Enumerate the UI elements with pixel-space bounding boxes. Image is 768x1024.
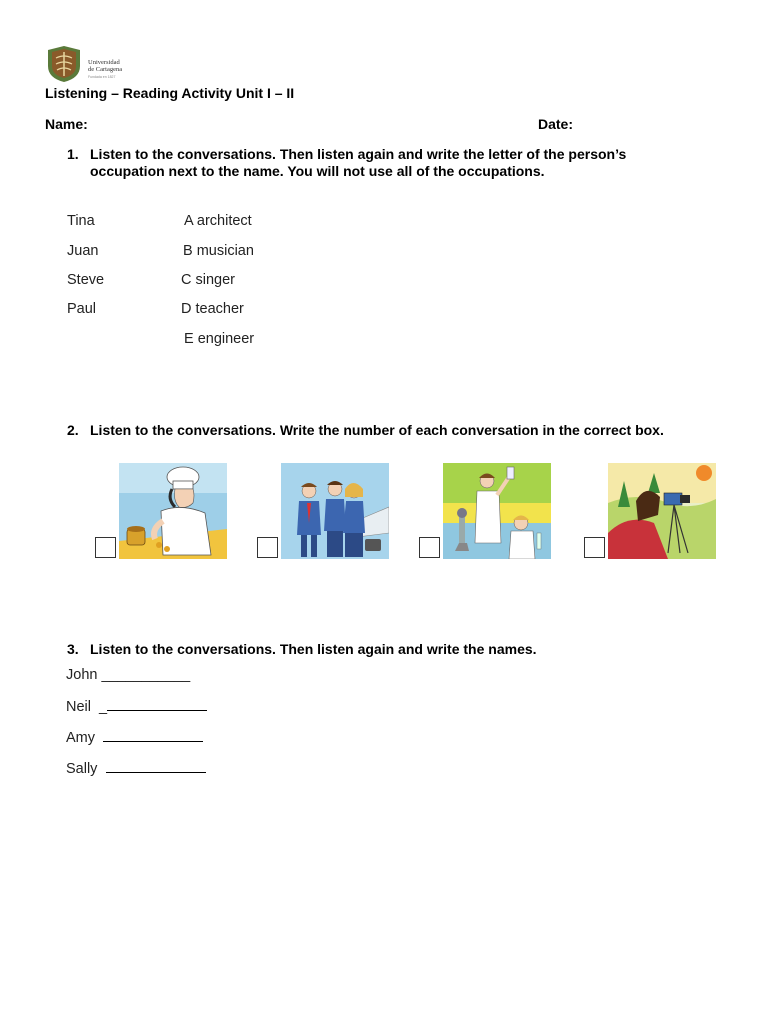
q3-answer-line-sally[interactable] bbox=[106, 760, 206, 773]
chef-cooking-picture bbox=[119, 463, 227, 559]
logo-line-2: de Cartagena bbox=[88, 66, 123, 73]
question-1-instructions bbox=[67, 146, 747, 182]
q3-name-neil: Neil bbox=[66, 699, 91, 715]
name-juan: Juan bbox=[67, 243, 99, 259]
q3-name-sally: Sally bbox=[66, 761, 98, 777]
worksheet-title: Listening – Reading Activity Unit I – II bbox=[45, 85, 295, 101]
answer-box-1[interactable] bbox=[95, 537, 116, 558]
name-steve: Steve bbox=[67, 272, 105, 288]
question-2-instructions bbox=[67, 422, 757, 440]
answer-box-3[interactable] bbox=[419, 537, 440, 558]
logo-wordmark bbox=[88, 59, 122, 73]
q3-name-amy: Amy bbox=[66, 730, 95, 746]
q3-answer-line-amy[interactable] bbox=[103, 729, 203, 742]
photographer-outdoors-picture bbox=[608, 463, 716, 559]
occupation-d: D teacher bbox=[181, 301, 244, 317]
question-3-number: 3. bbox=[67, 641, 79, 657]
question-1-number: 1. bbox=[67, 146, 79, 162]
occupation-c: C singer bbox=[181, 272, 235, 288]
logo-line-1: Universidad bbox=[88, 59, 120, 66]
logo-tagline: Fundada en 1827 bbox=[88, 75, 116, 79]
q3-blank-neil-prefix: _ bbox=[99, 699, 108, 715]
scientists-laboratory-picture bbox=[443, 463, 551, 559]
occupation-e: E engineer bbox=[184, 331, 255, 347]
flight-attendants-picture bbox=[281, 463, 389, 559]
answer-box-4[interactable] bbox=[584, 537, 605, 558]
answer-box-2[interactable] bbox=[257, 537, 278, 558]
q3-blank-john[interactable]: ___________ bbox=[101, 667, 191, 683]
question-2-number: 2. bbox=[67, 422, 79, 438]
name-paul: Paul bbox=[67, 301, 97, 317]
q3-item-sally bbox=[66, 760, 206, 777]
question-3-instructions bbox=[67, 641, 667, 659]
name-label: Name: bbox=[45, 116, 88, 132]
occupation-b: B musician bbox=[183, 243, 254, 259]
q3-name-john: John bbox=[66, 667, 98, 683]
q3-item-neil bbox=[66, 698, 207, 715]
q3-answer-line-neil[interactable] bbox=[107, 698, 207, 711]
name-tina: Tina bbox=[67, 213, 95, 229]
question-2-text: Listen to the conversations. Write the number of each conversation in the correct box. bbox=[90, 422, 664, 438]
question-3-text: Listen to the conversations. Then listen again and write the names. bbox=[90, 641, 537, 657]
q3-item-amy bbox=[66, 729, 203, 746]
occupation-a: A architect bbox=[184, 213, 252, 229]
date-label: Date: bbox=[538, 116, 574, 132]
q3-item-john bbox=[66, 667, 190, 683]
question-1-line-1: Listen to the conversations. Then listen again and write the letter of the person’s bbox=[90, 146, 627, 162]
question-1-line-2: occupation next to the name. You will not use all of the occupations. bbox=[90, 163, 545, 179]
